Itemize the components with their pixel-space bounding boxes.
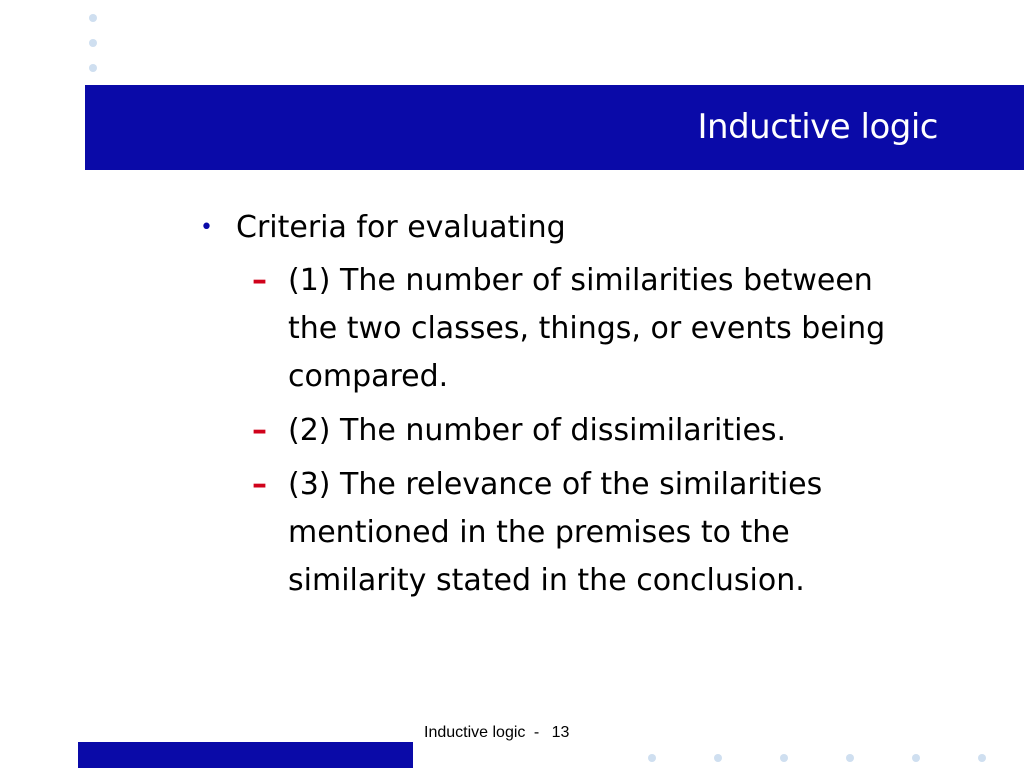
decor-dot	[89, 64, 97, 72]
dash-icon: –	[252, 263, 267, 298]
decor-dot	[978, 754, 986, 762]
bullet-text: Criteria for evaluating	[236, 210, 566, 245]
sub-item	[252, 257, 928, 401]
decor-dot	[714, 754, 722, 762]
page-number: 13	[551, 724, 570, 741]
slide-content	[200, 205, 960, 611]
decor-dot	[846, 754, 854, 762]
sub-item-text: (2) The number of dissimilarities.	[288, 413, 787, 448]
title-bar	[85, 85, 1024, 170]
slide-title: Inductive logic	[697, 107, 938, 147]
decor-dot	[648, 754, 656, 762]
bullet-icon: •	[200, 215, 213, 240]
sub-list	[200, 257, 960, 605]
decor-dot	[89, 39, 97, 47]
sub-item	[252, 407, 928, 455]
decor-dot	[780, 754, 788, 762]
footer-bar	[78, 742, 413, 768]
footer-title: Inductive logic	[424, 724, 526, 741]
decor-dot	[89, 14, 97, 22]
decor-dot	[912, 754, 920, 762]
sub-item-text: (1) The number of similarities between the two classes, things, or events being compared.	[288, 263, 886, 394]
footer-label	[424, 724, 569, 742]
bullet-item	[200, 205, 960, 251]
sub-item	[252, 461, 928, 605]
footer-separator: -	[533, 724, 540, 741]
dash-icon: –	[252, 413, 267, 448]
sub-item-text: (3) The relevance of the similarities mentioned in the premises to the similarity stated in the conclusion.	[288, 467, 823, 598]
dash-icon: –	[252, 467, 267, 502]
